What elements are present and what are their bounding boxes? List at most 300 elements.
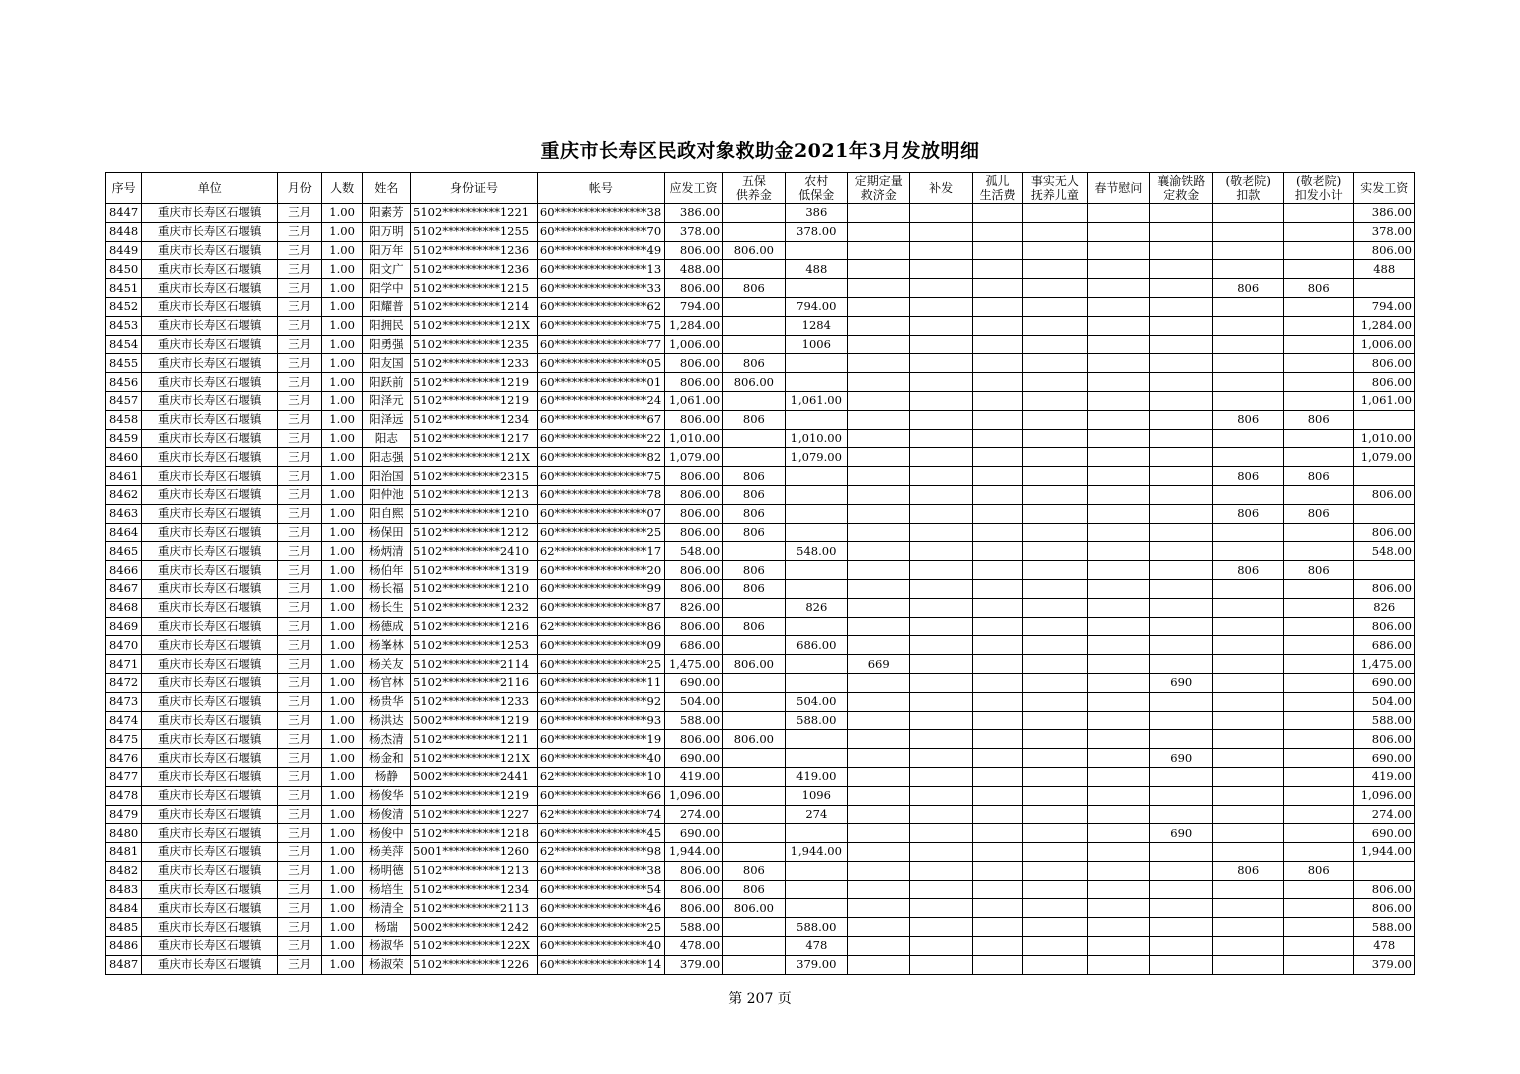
table-cell: 806	[1283, 561, 1353, 580]
table-cell: 60****************09	[537, 636, 664, 655]
table-cell	[1283, 749, 1353, 768]
table-cell: 1,944.00	[1354, 843, 1415, 862]
table-cell: 1,475.00	[1354, 655, 1415, 674]
table-cell: 5102**********1213	[411, 485, 538, 504]
table-cell: 5102**********1214	[411, 297, 538, 316]
table-cell	[723, 297, 785, 316]
table-cell	[1213, 260, 1283, 279]
table-cell	[1023, 335, 1087, 354]
table-cell	[848, 786, 910, 805]
table-cell: 806.00	[1354, 373, 1415, 392]
table-cell: 806.00	[664, 880, 722, 899]
table-cell: 806.00	[664, 579, 722, 598]
table-cell	[723, 767, 785, 786]
table-cell	[1150, 786, 1213, 805]
table-cell	[1087, 692, 1149, 711]
table-cell	[972, 354, 1022, 373]
table-cell	[1150, 354, 1213, 373]
table-cell: 1.00	[322, 448, 362, 467]
table-cell: 杨俊中	[362, 824, 410, 843]
table-cell	[1150, 805, 1213, 824]
table-row	[106, 354, 1415, 373]
table-cell	[972, 279, 1022, 298]
table-cell	[1354, 410, 1415, 429]
table-cell: 60****************38	[537, 861, 664, 880]
table-cell: 杨清全	[362, 899, 410, 918]
table-cell: 三月	[278, 335, 322, 354]
table-cell	[1150, 636, 1213, 655]
table-cell	[848, 937, 910, 956]
table-cell: 1.00	[322, 222, 362, 241]
table-row	[106, 730, 1415, 749]
table-cell: 806.00	[664, 730, 722, 749]
table-cell: 5102**********1219	[411, 786, 538, 805]
table-cell: 806.00	[1354, 523, 1415, 542]
table-cell: 1.00	[322, 485, 362, 504]
table-cell: 826	[785, 598, 847, 617]
table-cell: 504.00	[785, 692, 847, 711]
table-cell: 重庆市长寿区石堰镇	[142, 467, 278, 486]
table-cell: 阳学中	[362, 279, 410, 298]
table-cell	[1150, 467, 1213, 486]
table-cell	[1023, 241, 1087, 260]
table-cell	[1087, 354, 1149, 373]
table-cell	[785, 730, 847, 749]
table-cell: 8456	[106, 373, 142, 392]
table-cell	[848, 316, 910, 335]
table-cell: 1.00	[322, 316, 362, 335]
table-cell	[723, 598, 785, 617]
table-cell: 三月	[278, 899, 322, 918]
table-cell	[1087, 410, 1149, 429]
table-cell: 488	[785, 260, 847, 279]
table-cell: 8484	[106, 899, 142, 918]
table-cell: 8455	[106, 354, 142, 373]
table-cell: 60****************75	[537, 467, 664, 486]
table-cell: 8451	[106, 279, 142, 298]
table-cell: 5102**********1232	[411, 598, 538, 617]
table-cell: 806	[723, 579, 785, 598]
table-cell: 690.00	[1354, 673, 1415, 692]
table-cell	[1283, 222, 1353, 241]
table-cell: 三月	[278, 617, 322, 636]
table-cell: 重庆市长寿区石堰镇	[142, 824, 278, 843]
table-cell	[972, 749, 1022, 768]
table-cell	[972, 316, 1022, 335]
table-cell	[972, 899, 1022, 918]
table-cell: 5102**********1217	[411, 429, 538, 448]
table-cell	[848, 335, 910, 354]
table-cell: 806.00	[1354, 730, 1415, 749]
table-cell	[785, 899, 847, 918]
table-cell	[910, 241, 972, 260]
table-cell	[1213, 636, 1283, 655]
table-row	[106, 297, 1415, 316]
table-cell	[723, 937, 785, 956]
table-cell: 806	[1213, 504, 1283, 523]
table-cell: 60****************78	[537, 485, 664, 504]
table-cell	[1283, 711, 1353, 730]
table-cell	[1213, 899, 1283, 918]
table-cell: 588.00	[664, 711, 722, 730]
table-cell: 60****************54	[537, 880, 664, 899]
table-cell: 1006	[785, 335, 847, 354]
table-cell: 阳泽元	[362, 391, 410, 410]
table-cell: 806.00	[1354, 617, 1415, 636]
table-cell: 1,010.00	[664, 429, 722, 448]
table-cell	[1150, 655, 1213, 674]
table-cell: 三月	[278, 824, 322, 843]
table-cell: 杨美萍	[362, 843, 410, 862]
table-cell: 重庆市长寿区石堰镇	[142, 937, 278, 956]
table-cell: 5102**********1235	[411, 335, 538, 354]
table-cell	[1150, 504, 1213, 523]
table-cell: 690.00	[664, 749, 722, 768]
table-cell: 三月	[278, 354, 322, 373]
table-cell: 1.00	[322, 410, 362, 429]
table-cell: 8485	[106, 918, 142, 937]
table-cell: 阳治国	[362, 467, 410, 486]
table-cell: 806.00	[664, 241, 722, 260]
table-cell: 5102**********2113	[411, 899, 538, 918]
table-cell	[723, 222, 785, 241]
table-cell: 806	[1283, 279, 1353, 298]
table-cell	[1283, 260, 1353, 279]
table-cell	[848, 391, 910, 410]
table-cell	[848, 918, 910, 937]
table-cell: 1.00	[322, 692, 362, 711]
table-cell: 重庆市长寿区石堰镇	[142, 241, 278, 260]
table-cell	[1150, 843, 1213, 862]
table-cell: 1.00	[322, 730, 362, 749]
table-cell: 60****************77	[537, 335, 664, 354]
table-cell: 806.00	[723, 241, 785, 260]
table-cell	[723, 805, 785, 824]
table-cell	[910, 955, 972, 974]
table-cell	[848, 767, 910, 786]
table-cell: 806.00	[664, 899, 722, 918]
table-cell: 杨洪达	[362, 711, 410, 730]
table-cell	[972, 448, 1022, 467]
table-cell: 5102**********2116	[411, 673, 538, 692]
table-cell	[785, 241, 847, 260]
table-cell	[848, 636, 910, 655]
column-header: 补发	[910, 173, 972, 204]
table-cell: 806	[723, 880, 785, 899]
table-cell: 806.00	[664, 410, 722, 429]
table-cell: 419.00	[785, 767, 847, 786]
table-cell	[848, 523, 910, 542]
table-cell	[1150, 711, 1213, 730]
table-cell: 重庆市长寿区石堰镇	[142, 730, 278, 749]
column-header: 帐号	[537, 173, 664, 204]
table-cell: 504.00	[1354, 692, 1415, 711]
table-cell: 686.00	[664, 636, 722, 655]
table-cell: 386.00	[664, 204, 722, 223]
table-cell	[1283, 899, 1353, 918]
table-cell: 三月	[278, 805, 322, 824]
table-cell: 806	[1213, 279, 1283, 298]
table-cell	[1087, 636, 1149, 655]
table-cell: 488.00	[664, 260, 722, 279]
table-cell: 杨金和	[362, 749, 410, 768]
table-cell: 1.00	[322, 373, 362, 392]
table-cell: 1.00	[322, 523, 362, 542]
table-cell: 806.00	[664, 279, 722, 298]
table-cell	[1087, 391, 1149, 410]
table-cell: 1,944.00	[785, 843, 847, 862]
table-cell: 8478	[106, 786, 142, 805]
table-cell	[1023, 391, 1087, 410]
table-cell: 8469	[106, 617, 142, 636]
table-cell: 588.00	[785, 918, 847, 937]
table-cell	[1023, 373, 1087, 392]
table-cell	[1213, 918, 1283, 937]
table-cell: 杨德成	[362, 617, 410, 636]
table-cell: 三月	[278, 673, 322, 692]
table-cell: 1.00	[322, 655, 362, 674]
table-cell: 806.00	[723, 899, 785, 918]
table-cell	[1150, 448, 1213, 467]
table-cell	[1087, 918, 1149, 937]
table-cell: 重庆市长寿区石堰镇	[142, 955, 278, 974]
table-cell: 杨淑华	[362, 937, 410, 956]
table-cell: 重庆市长寿区石堰镇	[142, 899, 278, 918]
table-cell: 5001**********1260	[411, 843, 538, 862]
table-cell	[910, 297, 972, 316]
table-cell	[1283, 617, 1353, 636]
table-cell	[1023, 485, 1087, 504]
table-cell: 8470	[106, 636, 142, 655]
table-cell	[1283, 730, 1353, 749]
table-cell: 三月	[278, 523, 322, 542]
table-cell: 重庆市长寿区石堰镇	[142, 636, 278, 655]
table-cell	[848, 448, 910, 467]
table-row	[106, 805, 1415, 824]
table-cell: 669	[848, 655, 910, 674]
table-row	[106, 485, 1415, 504]
table-cell: 杨伯年	[362, 561, 410, 580]
column-header: 月份	[278, 173, 322, 204]
table-cell	[972, 655, 1022, 674]
table-cell	[910, 805, 972, 824]
table-cell	[1023, 711, 1087, 730]
table-cell: 1.00	[322, 241, 362, 260]
table-cell: 三月	[278, 561, 322, 580]
table-cell: 806	[723, 561, 785, 580]
table-cell: 806.00	[664, 467, 722, 486]
table-cell: 60****************14	[537, 955, 664, 974]
table-cell: 60****************07	[537, 504, 664, 523]
table-cell: 1.00	[322, 354, 362, 373]
table-cell	[785, 410, 847, 429]
table-cell	[848, 373, 910, 392]
table-row	[106, 504, 1415, 523]
table-cell: 806.00	[723, 655, 785, 674]
table-cell: 588.00	[1354, 711, 1415, 730]
table-cell: 62****************86	[537, 617, 664, 636]
table-cell	[910, 899, 972, 918]
table-cell	[723, 204, 785, 223]
table-cell	[1023, 880, 1087, 899]
table-cell	[1213, 767, 1283, 786]
table-cell: 60****************01	[537, 373, 664, 392]
table-cell	[1023, 523, 1087, 542]
table-cell	[723, 749, 785, 768]
table-cell: 8473	[106, 692, 142, 711]
table-cell	[1087, 297, 1149, 316]
table-cell: 1,006.00	[1354, 335, 1415, 354]
table-cell	[1213, 617, 1283, 636]
table-cell	[848, 617, 910, 636]
table-cell	[972, 598, 1022, 617]
table-cell	[785, 467, 847, 486]
table-cell: 60****************40	[537, 937, 664, 956]
table-cell	[972, 561, 1022, 580]
table-cell	[1213, 485, 1283, 504]
table-cell: 重庆市长寿区石堰镇	[142, 617, 278, 636]
table-cell	[1023, 279, 1087, 298]
table-row	[106, 880, 1415, 899]
table-cell	[972, 579, 1022, 598]
table-cell: 杨峯林	[362, 636, 410, 655]
table-cell: 1.00	[322, 899, 362, 918]
table-cell	[972, 636, 1022, 655]
table-cell: 60****************45	[537, 824, 664, 843]
table-row	[106, 749, 1415, 768]
relief-payment-table	[105, 172, 1415, 975]
table-cell	[848, 711, 910, 730]
table-cell	[910, 655, 972, 674]
table-cell: 杨俊华	[362, 786, 410, 805]
table-cell	[972, 918, 1022, 937]
table-cell	[723, 448, 785, 467]
table-cell: 1.00	[322, 786, 362, 805]
table-cell	[972, 523, 1022, 542]
table-cell	[910, 561, 972, 580]
table-cell: 8457	[106, 391, 142, 410]
table-cell	[1150, 485, 1213, 504]
table-cell	[848, 880, 910, 899]
table-cell: 8472	[106, 673, 142, 692]
table-cell	[1023, 222, 1087, 241]
table-row	[106, 335, 1415, 354]
table-cell	[910, 824, 972, 843]
table-cell	[1213, 805, 1283, 824]
table-cell: 478	[1354, 937, 1415, 956]
table-cell: 60****************92	[537, 692, 664, 711]
table-cell: 三月	[278, 937, 322, 956]
table-cell: 重庆市长寿区石堰镇	[142, 316, 278, 335]
table-cell: 1,061.00	[785, 391, 847, 410]
table-cell: 重庆市长寿区石堰镇	[142, 598, 278, 617]
table-cell	[910, 749, 972, 768]
table-cell	[1283, 542, 1353, 561]
table-cell	[1087, 542, 1149, 561]
table-cell: 794.00	[785, 297, 847, 316]
table-cell	[1283, 937, 1353, 956]
table-cell: 5102**********2410	[411, 542, 538, 561]
table-cell	[785, 354, 847, 373]
table-cell	[1023, 824, 1087, 843]
table-cell	[1150, 730, 1213, 749]
table-cell: 阳泽远	[362, 410, 410, 429]
table-cell: 1.00	[322, 504, 362, 523]
table-cell	[723, 429, 785, 448]
column-header: 姓名	[362, 173, 410, 204]
column-header: 春节慰问	[1087, 173, 1149, 204]
table-cell	[1150, 410, 1213, 429]
table-cell: 60****************67	[537, 410, 664, 429]
table-cell	[723, 542, 785, 561]
table-cell	[1283, 824, 1353, 843]
table-cell	[1150, 316, 1213, 335]
table-row	[106, 899, 1415, 918]
table-cell: 三月	[278, 655, 322, 674]
table-cell	[972, 410, 1022, 429]
table-cell	[972, 204, 1022, 223]
table-row	[106, 692, 1415, 711]
table-cell: 686.00	[1354, 636, 1415, 655]
table-cell: 274.00	[664, 805, 722, 824]
table-row	[106, 711, 1415, 730]
table-cell	[1087, 673, 1149, 692]
table-cell	[848, 467, 910, 486]
table-cell	[910, 598, 972, 617]
table-cell: 杨俊清	[362, 805, 410, 824]
table-cell	[1023, 467, 1087, 486]
table-cell	[1023, 899, 1087, 918]
table-cell: 60****************87	[537, 598, 664, 617]
table-cell	[1213, 824, 1283, 843]
table-cell: 826	[1354, 598, 1415, 617]
table-cell	[1213, 786, 1283, 805]
table-cell: 8447	[106, 204, 142, 223]
table-cell: 重庆市长寿区石堰镇	[142, 204, 278, 223]
table-cell: 1.00	[322, 335, 362, 354]
table-cell: 8450	[106, 260, 142, 279]
table-cell: 8471	[106, 655, 142, 674]
table-cell: 60****************70	[537, 222, 664, 241]
table-cell	[1213, 316, 1283, 335]
table-cell	[972, 767, 1022, 786]
table-cell: 三月	[278, 542, 322, 561]
table-cell	[1150, 222, 1213, 241]
table-cell	[1087, 504, 1149, 523]
table-cell	[910, 542, 972, 561]
table-cell	[910, 222, 972, 241]
table-cell	[1023, 617, 1087, 636]
table-cell	[1087, 843, 1149, 862]
table-cell: 806.00	[1354, 880, 1415, 899]
table-cell: 1.00	[322, 824, 362, 843]
table-cell	[1087, 955, 1149, 974]
table-cell: 5102**********1210	[411, 579, 538, 598]
table-cell	[972, 843, 1022, 862]
table-cell	[1283, 598, 1353, 617]
column-header: 定期定量 救济金	[848, 173, 910, 204]
table-cell: 548.00	[785, 542, 847, 561]
table-cell: 806.00	[1354, 899, 1415, 918]
table-cell: 1.00	[322, 598, 362, 617]
table-cell: 806	[723, 861, 785, 880]
table-cell	[910, 448, 972, 467]
table-cell: 5102**********1233	[411, 692, 538, 711]
table-cell	[1283, 241, 1353, 260]
table-cell	[910, 260, 972, 279]
table-cell	[785, 579, 847, 598]
table-cell	[1283, 523, 1353, 542]
